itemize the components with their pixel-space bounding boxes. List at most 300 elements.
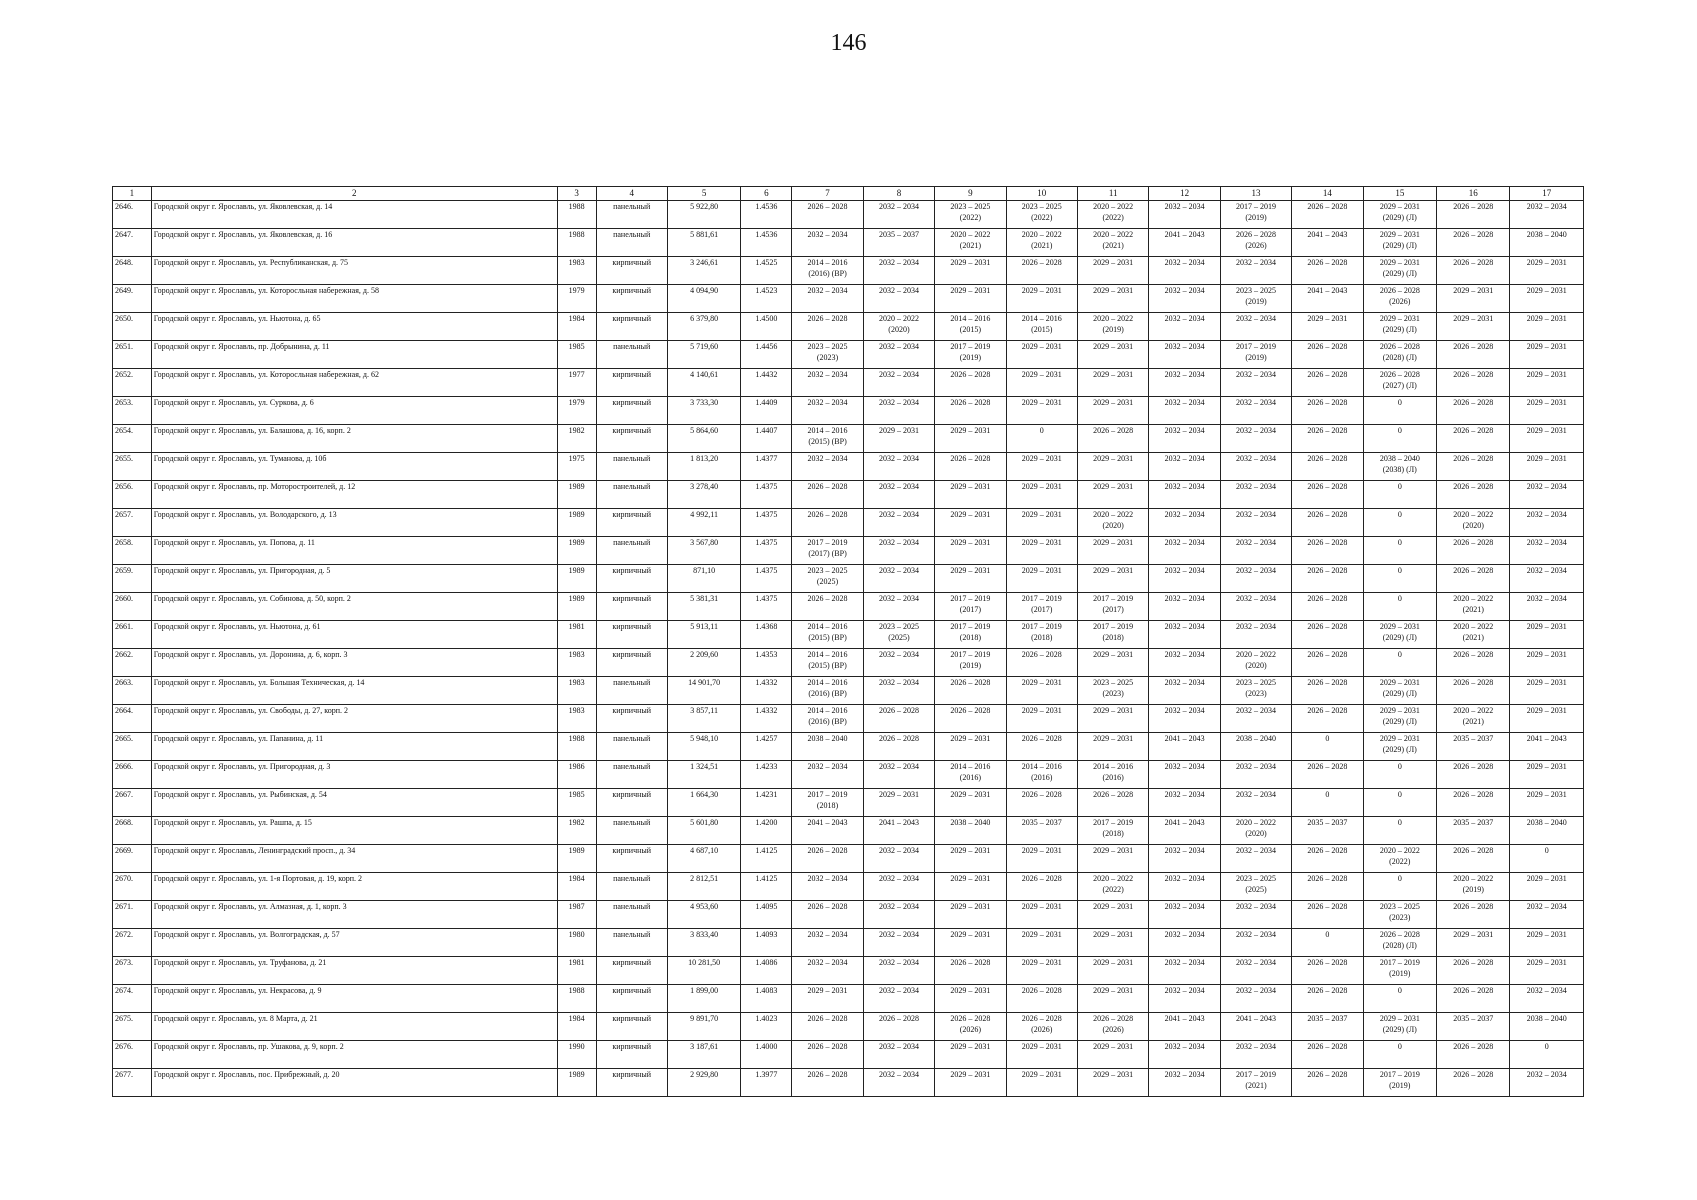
table-cell-col-15: 0 xyxy=(1363,397,1436,425)
table-cell-col-3: 1986 xyxy=(557,761,596,789)
table-cell-col-13: 2023 – 2025 (2025) xyxy=(1220,873,1291,901)
table-cell-col-12: 2032 – 2034 xyxy=(1149,761,1220,789)
table-cell-col-14: 2026 – 2028 xyxy=(1292,537,1363,565)
table-cell-col-2: Городской округ г. Ярославль, ул. Яковлевская, д. 16 xyxy=(151,229,557,257)
table-cell-col-12: 2032 – 2034 xyxy=(1149,677,1220,705)
column-header-10: 10 xyxy=(1006,187,1077,201)
table-cell-col-16: 2026 – 2028 xyxy=(1437,229,1510,257)
table-cell-col-6: 1.4432 xyxy=(741,369,792,397)
table-cell-col-15: 0 xyxy=(1363,873,1436,901)
table-cell-col-7: 2032 – 2034 xyxy=(792,369,863,397)
table-cell-col-8: 2032 – 2034 xyxy=(863,1069,934,1097)
table-cell-col-9: 2029 – 2031 xyxy=(935,985,1006,1013)
table-cell-col-8: 2032 – 2034 xyxy=(863,1041,934,1069)
table-cell-col-1: 2652. xyxy=(113,369,152,397)
table-cell-col-13: 2032 – 2034 xyxy=(1220,453,1291,481)
table-cell-col-2: Городской округ г. Ярославль, ул. Свободы, д. 27, корп. 2 xyxy=(151,705,557,733)
table-cell-col-6: 1.4407 xyxy=(741,425,792,453)
table-cell-col-6: 1.3977 xyxy=(741,1069,792,1097)
table-cell-col-8: 2026 – 2028 xyxy=(863,733,934,761)
table-cell-col-10: 2029 – 2031 xyxy=(1006,1041,1077,1069)
table-cell-col-17: 2029 – 2031 xyxy=(1510,341,1584,369)
table-cell-col-15: 2029 – 2031 (2029) (Л) xyxy=(1363,313,1436,341)
table-cell-col-10: 2014 – 2016 (2015) xyxy=(1006,313,1077,341)
table-cell-col-14: 2026 – 2028 xyxy=(1292,201,1363,229)
table-cell-col-8: 2032 – 2034 xyxy=(863,649,934,677)
table-cell-col-1: 2654. xyxy=(113,425,152,453)
table-row xyxy=(113,341,1584,369)
data-table xyxy=(112,186,1584,1097)
table-cell-col-3: 1988 xyxy=(557,985,596,1013)
table-cell-col-14: 2026 – 2028 xyxy=(1292,565,1363,593)
table-cell-col-9: 2029 – 2031 xyxy=(935,1041,1006,1069)
table-cell-col-9: 2014 – 2016 (2016) xyxy=(935,761,1006,789)
table-cell-col-11: 2014 – 2016 (2016) xyxy=(1077,761,1148,789)
table-cell-col-4: кирпичный xyxy=(596,397,667,425)
table-cell-col-3: 1985 xyxy=(557,789,596,817)
table-row xyxy=(113,313,1584,341)
table-row xyxy=(113,677,1584,705)
table-cell-col-16: 2026 – 2028 xyxy=(1437,425,1510,453)
table-cell-col-16: 2026 – 2028 xyxy=(1437,397,1510,425)
table-cell-col-3: 1977 xyxy=(557,369,596,397)
table-cell-col-13: 2017 – 2019 (2019) xyxy=(1220,201,1291,229)
table-cell-col-7: 2014 – 2016 (2016) (ВР) xyxy=(792,705,863,733)
table-cell-col-12: 2032 – 2034 xyxy=(1149,593,1220,621)
table-cell-col-3: 1983 xyxy=(557,705,596,733)
table-cell-col-3: 1982 xyxy=(557,425,596,453)
table-cell-col-14: 2035 – 2037 xyxy=(1292,1013,1363,1041)
table-cell-col-15: 2029 – 2031 (2029) (Л) xyxy=(1363,201,1436,229)
table-cell-col-17: 2029 – 2031 xyxy=(1510,929,1584,957)
column-header-7: 7 xyxy=(792,187,863,201)
table-cell-col-16: 2026 – 2028 xyxy=(1437,845,1510,873)
table-cell-col-7: 2032 – 2034 xyxy=(792,957,863,985)
table-cell-col-9: 2029 – 2031 xyxy=(935,733,1006,761)
table-cell-col-11: 2029 – 2031 xyxy=(1077,845,1148,873)
table-cell-col-17: 2038 – 2040 xyxy=(1510,1013,1584,1041)
table-cell-col-11: 2017 – 2019 (2018) xyxy=(1077,621,1148,649)
table-cell-col-3: 1988 xyxy=(557,229,596,257)
table-cell-col-6: 1.4086 xyxy=(741,957,792,985)
table-cell-col-7: 2032 – 2034 xyxy=(792,397,863,425)
table-cell-col-9: 2026 – 2028 xyxy=(935,957,1006,985)
table-cell-col-13: 2032 – 2034 xyxy=(1220,509,1291,537)
table-cell-col-6: 1.4353 xyxy=(741,649,792,677)
table-cell-col-17: 2029 – 2031 xyxy=(1510,761,1584,789)
table-cell-col-5: 6 379,80 xyxy=(667,313,740,341)
table-cell-col-17: 2038 – 2040 xyxy=(1510,229,1584,257)
table-cell-col-16: 2026 – 2028 xyxy=(1437,1041,1510,1069)
table-cell-col-16: 2026 – 2028 xyxy=(1437,537,1510,565)
table-cell-col-4: кирпичный xyxy=(596,621,667,649)
table-cell-col-1: 2667. xyxy=(113,789,152,817)
table-cell-col-4: панельный xyxy=(596,929,667,957)
table-cell-col-12: 2032 – 2034 xyxy=(1149,313,1220,341)
column-header-13: 13 xyxy=(1220,187,1291,201)
table-body xyxy=(113,201,1584,1097)
table-cell-col-1: 2671. xyxy=(113,901,152,929)
column-header-9: 9 xyxy=(935,187,1006,201)
table-cell-col-4: кирпичный xyxy=(596,845,667,873)
table-cell-col-14: 2026 – 2028 xyxy=(1292,481,1363,509)
table-cell-col-13: 2020 – 2022 (2020) xyxy=(1220,649,1291,677)
table-cell-col-1: 2665. xyxy=(113,733,152,761)
table-cell-col-8: 2032 – 2034 xyxy=(863,453,934,481)
table-cell-col-6: 1.4375 xyxy=(741,509,792,537)
table-cell-col-7: 2023 – 2025 (2025) xyxy=(792,565,863,593)
table-cell-col-1: 2650. xyxy=(113,313,152,341)
table-cell-col-3: 1981 xyxy=(557,957,596,985)
table-cell-col-8: 2032 – 2034 xyxy=(863,509,934,537)
table-cell-col-14: 2026 – 2028 xyxy=(1292,621,1363,649)
table-cell-col-12: 2032 – 2034 xyxy=(1149,537,1220,565)
table-container xyxy=(112,186,1584,1097)
table-cell-col-4: кирпичный xyxy=(596,313,667,341)
table-row xyxy=(113,453,1584,481)
table-cell-col-12: 2041 – 2043 xyxy=(1149,817,1220,845)
table-cell-col-12: 2032 – 2034 xyxy=(1149,621,1220,649)
table-cell-col-4: панельный xyxy=(596,341,667,369)
table-cell-col-12: 2032 – 2034 xyxy=(1149,481,1220,509)
table-cell-col-17: 2029 – 2031 xyxy=(1510,425,1584,453)
table-cell-col-13: 2038 – 2040 xyxy=(1220,733,1291,761)
table-cell-col-17: 2029 – 2031 xyxy=(1510,257,1584,285)
table-cell-col-2: Городской округ г. Ярославль, ул. Яковлевская, д. 14 xyxy=(151,201,557,229)
table-cell-col-1: 2664. xyxy=(113,705,152,733)
table-cell-col-12: 2032 – 2034 xyxy=(1149,873,1220,901)
table-cell-col-14: 2026 – 2028 xyxy=(1292,453,1363,481)
table-cell-col-3: 1985 xyxy=(557,341,596,369)
table-cell-col-17: 2029 – 2031 xyxy=(1510,677,1584,705)
table-cell-col-6: 1.4377 xyxy=(741,453,792,481)
table-cell-col-8: 2032 – 2034 xyxy=(863,201,934,229)
table-row xyxy=(113,1069,1584,1097)
table-cell-col-10: 2029 – 2031 xyxy=(1006,481,1077,509)
table-cell-col-4: кирпичный xyxy=(596,1069,667,1097)
table-cell-col-1: 2672. xyxy=(113,929,152,957)
table-cell-col-6: 1.4231 xyxy=(741,789,792,817)
table-cell-col-17: 2029 – 2031 xyxy=(1510,789,1584,817)
table-cell-col-4: кирпичный xyxy=(596,257,667,285)
table-cell-col-9: 2029 – 2031 xyxy=(935,509,1006,537)
table-cell-col-11: 2026 – 2028 xyxy=(1077,425,1148,453)
table-cell-col-14: 2026 – 2028 xyxy=(1292,1041,1363,1069)
table-cell-col-2: Городской округ г. Ярославль, ул. Попова, д. 11 xyxy=(151,537,557,565)
table-cell-col-17: 2032 – 2034 xyxy=(1510,201,1584,229)
table-cell-col-17: 2032 – 2034 xyxy=(1510,509,1584,537)
table-cell-col-10: 2026 – 2028 xyxy=(1006,257,1077,285)
table-cell-col-7: 2032 – 2034 xyxy=(792,285,863,313)
table-cell-col-12: 2032 – 2034 xyxy=(1149,929,1220,957)
table-cell-col-15: 2029 – 2031 (2029) (Л) xyxy=(1363,257,1436,285)
table-cell-col-11: 2029 – 2031 xyxy=(1077,957,1148,985)
table-cell-col-13: 2032 – 2034 xyxy=(1220,593,1291,621)
table-row xyxy=(113,789,1584,817)
table-cell-col-2: Городской округ г. Ярославль, ул. Пригородная, д. 5 xyxy=(151,565,557,593)
table-cell-col-14: 2035 – 2037 xyxy=(1292,817,1363,845)
table-cell-col-14: 2026 – 2028 xyxy=(1292,509,1363,537)
table-cell-col-5: 10 281,50 xyxy=(667,957,740,985)
table-cell-col-15: 2023 – 2025 (2023) xyxy=(1363,901,1436,929)
table-cell-col-2: Городской округ г. Ярославль, ул. Собинова, д. 50, корп. 2 xyxy=(151,593,557,621)
table-cell-col-4: панельный xyxy=(596,201,667,229)
table-cell-col-12: 2032 – 2034 xyxy=(1149,201,1220,229)
table-cell-col-15: 2026 – 2028 (2027) (Л) xyxy=(1363,369,1436,397)
table-cell-col-5: 5 601,80 xyxy=(667,817,740,845)
table-row xyxy=(113,929,1584,957)
table-cell-col-15: 2020 – 2022 (2022) xyxy=(1363,845,1436,873)
table-cell-col-9: 2029 – 2031 xyxy=(935,845,1006,873)
table-cell-col-6: 1.4083 xyxy=(741,985,792,1013)
table-cell-col-11: 2029 – 2031 xyxy=(1077,901,1148,929)
table-cell-col-10: 2017 – 2019 (2017) xyxy=(1006,593,1077,621)
table-cell-col-1: 2657. xyxy=(113,509,152,537)
table-cell-col-2: Городской округ г. Ярославль, ул. Суркова, д. 6 xyxy=(151,397,557,425)
table-cell-col-16: 2035 – 2037 xyxy=(1437,733,1510,761)
table-row xyxy=(113,1013,1584,1041)
table-cell-col-2: Городской округ г. Ярославль, ул. Пригородная, д. 3 xyxy=(151,761,557,789)
table-cell-col-4: панельный xyxy=(596,873,667,901)
table-cell-col-13: 2032 – 2034 xyxy=(1220,565,1291,593)
table-cell-col-11: 2029 – 2031 xyxy=(1077,985,1148,1013)
table-cell-col-11: 2029 – 2031 xyxy=(1077,285,1148,313)
table-cell-col-5: 5 881,61 xyxy=(667,229,740,257)
table-cell-col-7: 2023 – 2025 (2023) xyxy=(792,341,863,369)
table-row xyxy=(113,369,1584,397)
table-cell-col-2: Городской округ г. Ярославль, ул. Доронина, д. 6, корп. 3 xyxy=(151,649,557,677)
table-cell-col-6: 1.4125 xyxy=(741,845,792,873)
table-cell-col-5: 3 833,40 xyxy=(667,929,740,957)
table-cell-col-1: 2674. xyxy=(113,985,152,1013)
table-cell-col-10: 2029 – 2031 xyxy=(1006,565,1077,593)
table-cell-col-17: 2029 – 2031 xyxy=(1510,621,1584,649)
table-cell-col-11: 2029 – 2031 xyxy=(1077,1041,1148,1069)
table-cell-col-16: 2020 – 2022 (2019) xyxy=(1437,873,1510,901)
table-cell-col-5: 2 812,51 xyxy=(667,873,740,901)
table-cell-col-13: 2032 – 2034 xyxy=(1220,257,1291,285)
table-cell-col-6: 1.4125 xyxy=(741,873,792,901)
table-cell-col-2: Городской округ г. Ярославль, ул. Ньютона, д. 61 xyxy=(151,621,557,649)
table-cell-col-4: панельный xyxy=(596,537,667,565)
table-cell-col-6: 1.4233 xyxy=(741,761,792,789)
column-header-4: 4 xyxy=(596,187,667,201)
table-cell-col-5: 2 209,60 xyxy=(667,649,740,677)
table-cell-col-14: 2029 – 2031 xyxy=(1292,313,1363,341)
table-cell-col-1: 2673. xyxy=(113,957,152,985)
table-cell-col-9: 2029 – 2031 xyxy=(935,873,1006,901)
table-cell-col-2: Городской округ г. Ярославль, ул. Волгоградская, д. 57 xyxy=(151,929,557,957)
table-cell-col-11: 2020 – 2022 (2022) xyxy=(1077,201,1148,229)
table-cell-col-5: 1 813,20 xyxy=(667,453,740,481)
table-cell-col-8: 2032 – 2034 xyxy=(863,593,934,621)
table-cell-col-13: 2032 – 2034 xyxy=(1220,481,1291,509)
table-row xyxy=(113,509,1584,537)
table-cell-col-17: 2029 – 2031 xyxy=(1510,397,1584,425)
table-row xyxy=(113,481,1584,509)
table-cell-col-10: 0 xyxy=(1006,425,1077,453)
table-cell-col-2: Городской округ г. Ярославль, ул. Туманова, д. 10б xyxy=(151,453,557,481)
table-cell-col-4: панельный xyxy=(596,901,667,929)
table-cell-col-9: 2017 – 2019 (2019) xyxy=(935,341,1006,369)
column-header-15: 15 xyxy=(1363,187,1436,201)
table-cell-col-11: 2029 – 2031 xyxy=(1077,453,1148,481)
table-row xyxy=(113,761,1584,789)
table-cell-col-15: 0 xyxy=(1363,593,1436,621)
table-cell-col-7: 2026 – 2028 xyxy=(792,509,863,537)
table-cell-col-11: 2029 – 2031 xyxy=(1077,733,1148,761)
table-cell-col-5: 4 953,60 xyxy=(667,901,740,929)
table-cell-col-3: 1989 xyxy=(557,509,596,537)
table-cell-col-9: 2029 – 2031 xyxy=(935,537,1006,565)
table-cell-col-10: 2029 – 2031 xyxy=(1006,285,1077,313)
table-cell-col-2: Городской округ г. Ярославль, пос. Прибрежный, д. 20 xyxy=(151,1069,557,1097)
table-row xyxy=(113,957,1584,985)
table-cell-col-6: 1.4332 xyxy=(741,705,792,733)
table-cell-col-17: 2029 – 2031 xyxy=(1510,957,1584,985)
table-cell-col-14: 2026 – 2028 xyxy=(1292,369,1363,397)
table-cell-col-7: 2014 – 2016 (2016) (ВР) xyxy=(792,677,863,705)
table-cell-col-5: 4 687,10 xyxy=(667,845,740,873)
table-cell-col-9: 2029 – 2031 xyxy=(935,789,1006,817)
table-cell-col-14: 2026 – 2028 xyxy=(1292,1069,1363,1097)
table-cell-col-7: 2032 – 2034 xyxy=(792,229,863,257)
table-cell-col-9: 2020 – 2022 (2021) xyxy=(935,229,1006,257)
table-cell-col-8: 2032 – 2034 xyxy=(863,901,934,929)
table-cell-col-6: 1.4536 xyxy=(741,201,792,229)
table-cell-col-6: 1.4375 xyxy=(741,481,792,509)
table-cell-col-7: 2026 – 2028 xyxy=(792,201,863,229)
table-cell-col-2: Городской округ г. Ярославль, пр. Ушакова, д. 9, корп. 2 xyxy=(151,1041,557,1069)
table-cell-col-12: 2032 – 2034 xyxy=(1149,985,1220,1013)
table-cell-col-4: панельный xyxy=(596,817,667,845)
table-cell-col-2: Городской округ г. Ярославль, ул. Рыбинская, д. 54 xyxy=(151,789,557,817)
table-cell-col-8: 2032 – 2034 xyxy=(863,369,934,397)
table-cell-col-6: 1.4023 xyxy=(741,1013,792,1041)
table-cell-col-9: 2029 – 2031 xyxy=(935,257,1006,285)
table-cell-col-13: 2020 – 2022 (2020) xyxy=(1220,817,1291,845)
table-cell-col-11: 2017 – 2019 (2018) xyxy=(1077,817,1148,845)
table-cell-col-15: 2029 – 2031 (2029) (Л) xyxy=(1363,733,1436,761)
table-cell-col-1: 2660. xyxy=(113,593,152,621)
table-cell-col-14: 2026 – 2028 xyxy=(1292,873,1363,901)
table-cell-col-2: Городской округ г. Ярославль, ул. Большая Техническая, д. 14 xyxy=(151,677,557,705)
table-cell-col-13: 2017 – 2019 (2019) xyxy=(1220,341,1291,369)
table-cell-col-10: 2026 – 2028 xyxy=(1006,649,1077,677)
table-cell-col-15: 0 xyxy=(1363,817,1436,845)
table-cell-col-7: 2017 – 2019 (2018) xyxy=(792,789,863,817)
table-cell-col-5: 14 901,70 xyxy=(667,677,740,705)
table-cell-col-2: Городской округ г. Ярославль, ул. Балашова, д. 16, корп. 2 xyxy=(151,425,557,453)
table-cell-col-16: 2026 – 2028 xyxy=(1437,649,1510,677)
table-cell-col-8: 2032 – 2034 xyxy=(863,397,934,425)
table-cell-col-15: 2029 – 2031 (2029) (Л) xyxy=(1363,705,1436,733)
table-cell-col-8: 2032 – 2034 xyxy=(863,341,934,369)
table-cell-col-3: 1989 xyxy=(557,845,596,873)
table-cell-col-9: 2023 – 2025 (2022) xyxy=(935,201,1006,229)
table-cell-col-10: 2017 – 2019 (2018) xyxy=(1006,621,1077,649)
table-cell-col-17: 2041 – 2043 xyxy=(1510,733,1584,761)
table-cell-col-2: Городской округ г. Ярославль, ул. Володарского, д. 13 xyxy=(151,509,557,537)
table-cell-col-1: 2675. xyxy=(113,1013,152,1041)
table-cell-col-2: Городской округ г. Ярославль, пр. Добрынина, д. 11 xyxy=(151,341,557,369)
table-cell-col-7: 2032 – 2034 xyxy=(792,929,863,957)
table-cell-col-2: Городской округ г. Ярославль, ул. Ньютона, д. 65 xyxy=(151,313,557,341)
table-row xyxy=(113,901,1584,929)
table-cell-col-3: 1984 xyxy=(557,873,596,901)
table-cell-col-16: 2026 – 2028 xyxy=(1437,257,1510,285)
table-cell-col-10: 2023 – 2025 (2022) xyxy=(1006,201,1077,229)
table-cell-col-16: 2026 – 2028 xyxy=(1437,481,1510,509)
table-cell-col-10: 2029 – 2031 xyxy=(1006,705,1077,733)
table-cell-col-7: 2026 – 2028 xyxy=(792,481,863,509)
table-cell-col-13: 2032 – 2034 xyxy=(1220,313,1291,341)
table-cell-col-8: 2032 – 2034 xyxy=(863,985,934,1013)
table-cell-col-3: 1984 xyxy=(557,313,596,341)
table-cell-col-10: 2026 – 2028 xyxy=(1006,873,1077,901)
table-cell-col-12: 2032 – 2034 xyxy=(1149,789,1220,817)
table-cell-col-15: 2029 – 2031 (2029) (Л) xyxy=(1363,621,1436,649)
table-cell-col-4: кирпичный xyxy=(596,649,667,677)
table-cell-col-14: 0 xyxy=(1292,733,1363,761)
table-cell-col-15: 0 xyxy=(1363,425,1436,453)
table-cell-col-12: 2032 – 2034 xyxy=(1149,845,1220,873)
table-cell-col-7: 2014 – 2016 (2015) (ВР) xyxy=(792,621,863,649)
table-cell-col-13: 2032 – 2034 xyxy=(1220,537,1291,565)
table-cell-col-8: 2032 – 2034 xyxy=(863,873,934,901)
table-cell-col-14: 2026 – 2028 xyxy=(1292,593,1363,621)
table-cell-col-3: 1989 xyxy=(557,481,596,509)
table-cell-col-5: 3 733,30 xyxy=(667,397,740,425)
table-cell-col-12: 2032 – 2034 xyxy=(1149,341,1220,369)
table-cell-col-7: 2026 – 2028 xyxy=(792,1069,863,1097)
table-cell-col-8: 2032 – 2034 xyxy=(863,537,934,565)
table-cell-col-3: 1975 xyxy=(557,453,596,481)
table-cell-col-6: 1.4332 xyxy=(741,677,792,705)
table-cell-col-10: 2035 – 2037 xyxy=(1006,817,1077,845)
table-cell-col-7: 2032 – 2034 xyxy=(792,873,863,901)
table-cell-col-12: 2032 – 2034 xyxy=(1149,565,1220,593)
table-cell-col-2: Городской округ г. Ярославль, ул. 8 Марта, д. 21 xyxy=(151,1013,557,1041)
page-number: 146 xyxy=(830,30,867,56)
table-cell-col-1: 2662. xyxy=(113,649,152,677)
table-cell-col-6: 1.4093 xyxy=(741,929,792,957)
table-cell-col-9: 2029 – 2031 xyxy=(935,1069,1006,1097)
table-cell-col-14: 2026 – 2028 xyxy=(1292,397,1363,425)
table-cell-col-14: 2026 – 2028 xyxy=(1292,901,1363,929)
table-cell-col-3: 1988 xyxy=(557,733,596,761)
table-row xyxy=(113,845,1584,873)
table-cell-col-13: 2032 – 2034 xyxy=(1220,621,1291,649)
table-cell-col-8: 2032 – 2034 xyxy=(863,257,934,285)
table-cell-col-15: 2026 – 2028 (2026) xyxy=(1363,285,1436,313)
table-cell-col-4: кирпичный xyxy=(596,957,667,985)
table-cell-col-7: 2014 – 2016 (2015) (ВР) xyxy=(792,425,863,453)
table-cell-col-4: кирпичный xyxy=(596,565,667,593)
table-row xyxy=(113,817,1584,845)
table-cell-col-17: 2029 – 2031 xyxy=(1510,649,1584,677)
table-cell-col-13: 2032 – 2034 xyxy=(1220,985,1291,1013)
table-cell-col-17: 2029 – 2031 xyxy=(1510,873,1584,901)
table-cell-col-7: 2026 – 2028 xyxy=(792,313,863,341)
table-cell-col-11: 2029 – 2031 xyxy=(1077,397,1148,425)
table-cell-col-8: 2041 – 2043 xyxy=(863,817,934,845)
table-cell-col-15: 0 xyxy=(1363,761,1436,789)
table-cell-col-16: 2026 – 2028 xyxy=(1437,677,1510,705)
table-cell-col-15: 0 xyxy=(1363,509,1436,537)
table-cell-col-3: 1983 xyxy=(557,649,596,677)
table-cell-col-17: 2032 – 2034 xyxy=(1510,593,1584,621)
